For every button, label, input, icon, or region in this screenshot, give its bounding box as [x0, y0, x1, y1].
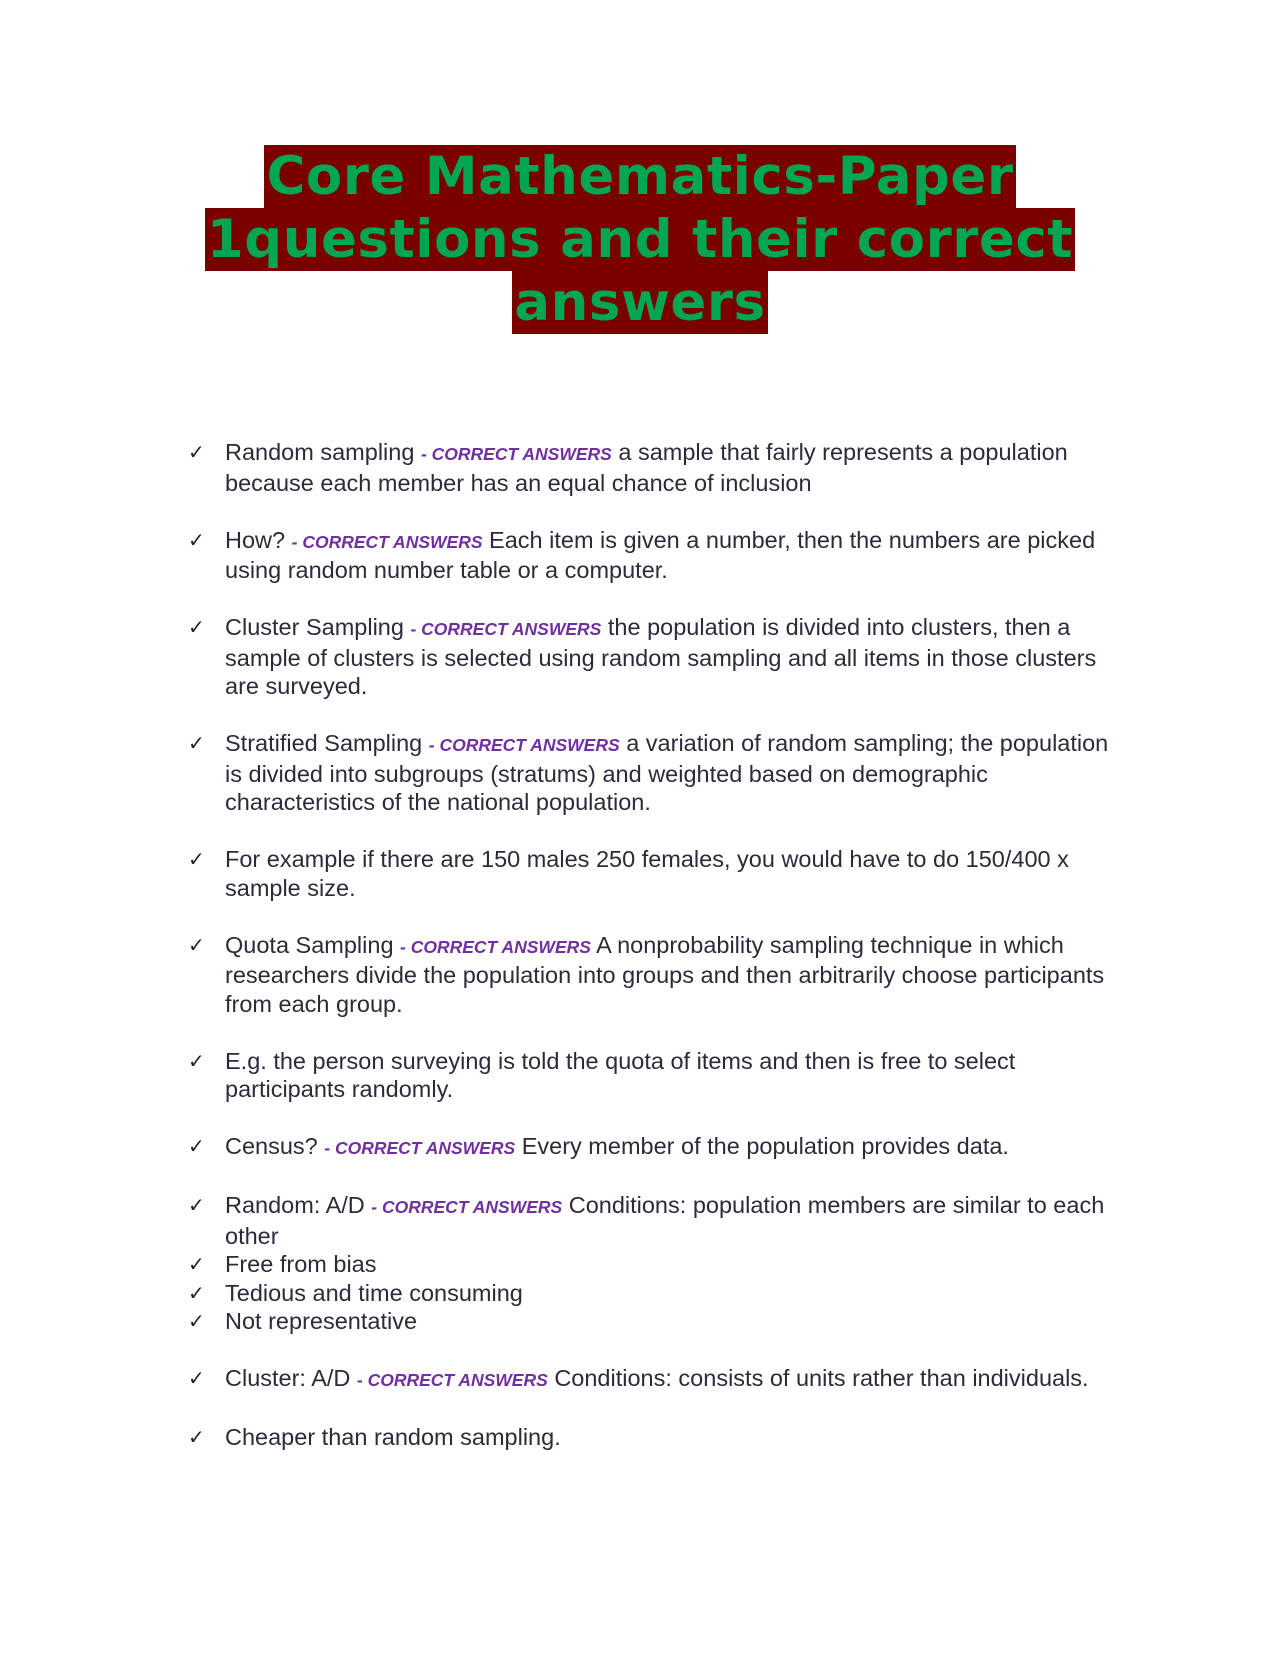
qa-list — [188, 438, 1128, 1480]
list-item — [188, 1191, 1128, 1250]
item-term: Random: A/D — [225, 1192, 372, 1218]
item-term: Random sampling — [225, 439, 421, 465]
list-item — [188, 845, 1128, 902]
title-line-1: Core Mathematics-Paper — [266, 146, 1014, 207]
item-term: E.g. the person surveying is told the quota of items and then is free to select participants randomly. — [225, 1047, 1016, 1102]
item-answer: a sample that fairly represents a population because each member has an equal chance of inclusion — [225, 439, 1068, 496]
item-term: Free from bias — [225, 1251, 377, 1277]
correct-answers-tag: - CORRECT ANSWERS — [291, 531, 483, 552]
checkmark-icon: ✓ — [188, 527, 205, 552]
item-term: Not representative — [225, 1308, 418, 1334]
checkmark-icon: ✓ — [188, 1048, 205, 1073]
item-term: Cheaper than random sampling. — [225, 1424, 561, 1450]
list-item — [188, 1279, 1128, 1308]
correct-answers-tag: - CORRECT ANSWERS — [371, 1197, 563, 1217]
checkmark-icon: ✓ — [188, 731, 205, 755]
title-line-3: answers — [514, 272, 766, 333]
checkmark-icon: ✓ — [188, 1425, 205, 1449]
item-term: Cluster: A/D — [225, 1365, 357, 1391]
checkmark-icon: ✓ — [188, 1309, 205, 1333]
checkmark-icon: ✓ — [188, 440, 205, 464]
checkmark-icon: ✓ — [188, 1280, 205, 1305]
correct-answers-tag: - CORRECT ANSWERS — [356, 1370, 548, 1390]
item-term: For example if there are 150 males 250 females, you would have to do 150/400 x sample size. — [225, 846, 1069, 901]
correct-answers-tag: - CORRECT ANSWERS — [400, 936, 591, 957]
item-answer: Every member of the population provides data. — [515, 1133, 1009, 1159]
correct-answers-tag: - CORRECT ANSWERS — [410, 619, 602, 639]
item-term: Cluster Sampling — [225, 614, 411, 640]
list-item — [188, 1423, 1128, 1452]
list-item — [188, 1250, 1128, 1279]
page-title — [180, 145, 1100, 334]
item-answer: a variation of random sampling; the population is divided into subgroups (stratums) and weighted based on demographic characteristics of the national population. — [225, 730, 1109, 815]
list-item — [188, 1364, 1128, 1395]
item-answer: Conditions: consists of units rather than individuals. — [547, 1365, 1089, 1391]
list-item — [188, 931, 1128, 1019]
checkmark-icon: ✓ — [188, 932, 205, 957]
list-item — [188, 729, 1128, 817]
checkmark-icon: ✓ — [188, 1366, 205, 1390]
list-item — [188, 1307, 1128, 1336]
list-item — [188, 1132, 1128, 1163]
item-term: Stratified Sampling — [225, 730, 429, 756]
item-answer: the population is divided into clusters, then a sample of clusters is selected using random sampling and all items in those clusters are surveyed. — [225, 614, 1097, 699]
item-answer: Each item is given a number, then the numbers are picked using random number table or a computer. — [225, 526, 1096, 583]
list-item — [188, 438, 1128, 497]
list-item — [188, 526, 1128, 585]
item-answer: A nonprobability sampling technique in which researchers divide the population into groups and then arbitrarily choose participants from each group. — [225, 931, 1105, 1017]
correct-answers-tag: - CORRECT ANSWERS — [324, 1138, 516, 1158]
item-term: Census? — [225, 1133, 325, 1159]
item-term: How? — [225, 526, 292, 553]
list-item — [188, 613, 1128, 701]
title-line-2: 1questions and their correct — [206, 209, 1074, 270]
checkmark-icon: ✓ — [188, 1252, 205, 1276]
item-term: Quota Sampling — [225, 931, 401, 958]
checkmark-icon: ✓ — [188, 615, 205, 639]
list-item — [188, 1047, 1128, 1104]
checkmark-icon: ✓ — [188, 847, 205, 871]
correct-answers-tag: - CORRECT ANSWERS — [420, 444, 612, 464]
checkmark-icon: ✓ — [188, 1193, 205, 1217]
item-term: Tedious and time consuming — [225, 1279, 523, 1306]
correct-answers-tag: - CORRECT ANSWERS — [428, 735, 620, 755]
item-answer: Conditions: population members are similar to each other — [225, 1192, 1105, 1249]
checkmark-icon: ✓ — [188, 1134, 205, 1158]
